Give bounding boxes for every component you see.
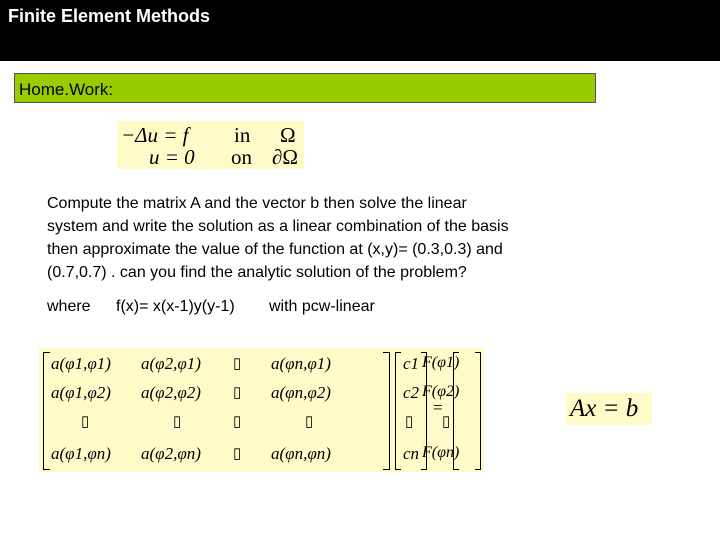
pde-equation bbox=[117, 121, 304, 169]
equation-row1-in: in bbox=[234, 123, 251, 147]
matrix-entry: a(φ2,φ2) bbox=[141, 383, 201, 402]
problem-statement bbox=[47, 192, 607, 284]
equation-row1-domain: Ω bbox=[280, 123, 296, 147]
matrix-left-bracket bbox=[43, 352, 50, 470]
matrix-entry: a(φ2,φn) bbox=[141, 444, 201, 463]
homework-label: Home.Work: bbox=[19, 80, 114, 99]
equals-sign: = bbox=[433, 398, 443, 417]
linear-system bbox=[39, 348, 484, 472]
compact-form: Ax = b bbox=[570, 395, 639, 422]
problem-line: then approximate the value of the function at (x,y)= (0.3,0.3) and bbox=[47, 241, 503, 258]
matrix-ellipsis: ▯ bbox=[233, 446, 242, 462]
problem-line: (0.7,0.7) . can you find the analytic solution of the problem? bbox=[47, 264, 467, 281]
matrix-ellipsis: ▯ bbox=[81, 414, 90, 430]
unknown-entry: c2 bbox=[403, 383, 420, 402]
where-label: where bbox=[47, 298, 91, 315]
vector-c-left-bracket bbox=[395, 352, 401, 470]
function-definition: f(x)= x(x-1)y(y-1) bbox=[116, 298, 235, 315]
equation-row1-lhs: −Δu = f bbox=[121, 123, 189, 147]
method-note: with pcw-linear bbox=[269, 298, 375, 315]
rhs-entry: F(φ1) bbox=[422, 354, 460, 371]
homework-section-bar bbox=[14, 73, 596, 103]
matrix-ellipsis: ▯ bbox=[305, 414, 314, 430]
equation-row2-on: on bbox=[231, 145, 252, 169]
rhs-entry: F(φ2) bbox=[422, 383, 460, 400]
matrix-entry: a(φ2,φ1) bbox=[141, 354, 201, 373]
unknown-entry: c1 bbox=[403, 354, 420, 373]
matrix-entry: a(φn,φn) bbox=[271, 444, 331, 463]
matrix-entry: a(φ1,φ1) bbox=[51, 354, 111, 373]
compact-form-box bbox=[566, 393, 652, 425]
rhs-ellipsis: ▯ bbox=[442, 414, 451, 430]
matrix-entry: a(φ1,φn) bbox=[51, 444, 111, 463]
rhs-entry: F(φn) bbox=[422, 444, 460, 461]
rhs-vector bbox=[420, 348, 484, 472]
matrix-ellipsis: ▯ bbox=[233, 356, 242, 372]
problem-line: Compute the matrix A and the vector b then solve the linear bbox=[47, 195, 467, 212]
matrix-ellipsis: ▯ bbox=[173, 414, 182, 430]
matrix-entry: a(φ1,φ2) bbox=[51, 383, 111, 402]
matrix-ellipsis: ▯ bbox=[233, 414, 242, 430]
unknown-entry: cn bbox=[403, 444, 420, 463]
problem-line: system and write the solution as a linear combination of the basis bbox=[47, 218, 509, 235]
slide-title: Finite Element Methods bbox=[8, 6, 211, 26]
matrix-ellipsis: ▯ bbox=[233, 385, 242, 401]
title-bar bbox=[0, 0, 720, 61]
matrix-entry: a(φn,φ1) bbox=[271, 354, 331, 373]
equation-row2-domain: ∂Ω bbox=[272, 145, 298, 169]
equation-row2-lhs: u = 0 bbox=[149, 145, 195, 169]
unknown-ellipsis: ▯ bbox=[405, 414, 414, 430]
matrix-entry: a(φn,φ2) bbox=[271, 383, 331, 402]
matrix-right-bracket bbox=[383, 352, 390, 470]
